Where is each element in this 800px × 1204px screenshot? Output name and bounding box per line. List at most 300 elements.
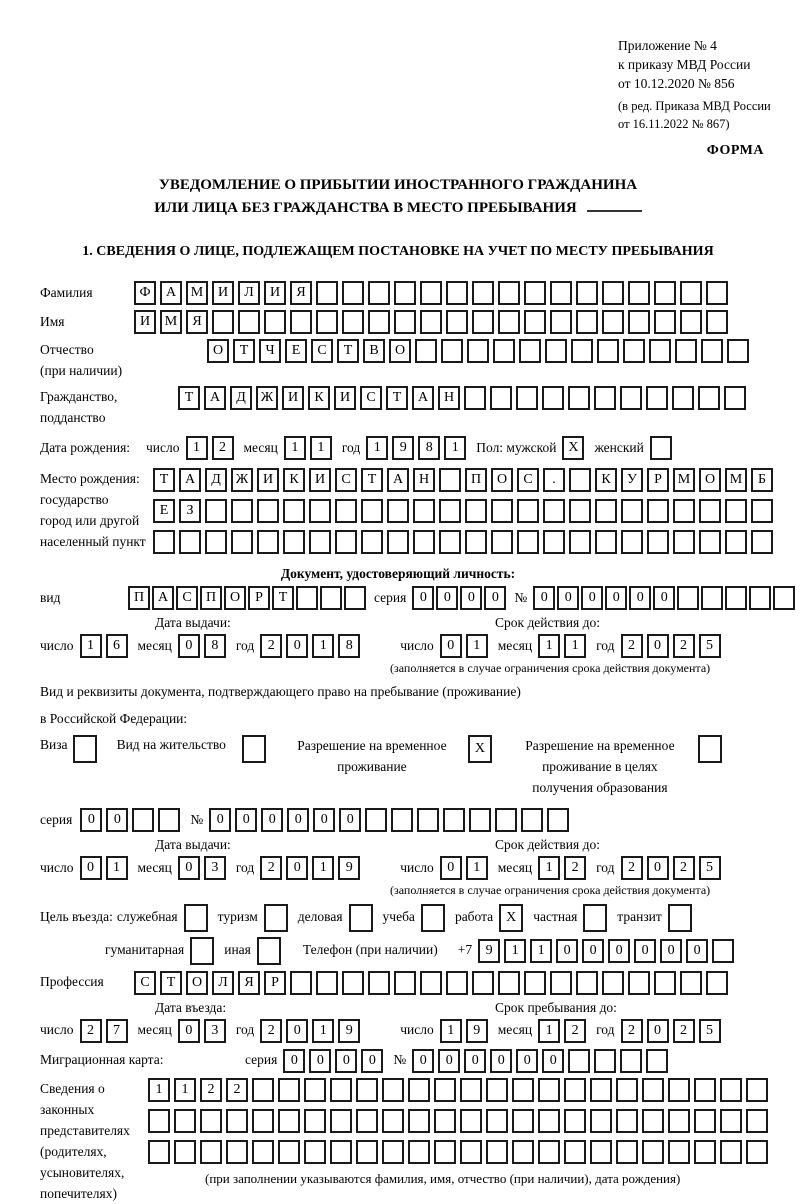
form-cell[interactable] <box>746 1109 768 1133</box>
form-cell[interactable] <box>278 1109 300 1133</box>
form-cell[interactable]: З <box>179 499 201 523</box>
form-cell[interactable] <box>642 1140 664 1164</box>
form-cell[interactable] <box>491 499 513 523</box>
form-cell[interactable] <box>387 499 409 523</box>
form-cell[interactable]: 1 <box>80 634 102 658</box>
form-cell[interactable] <box>434 1109 456 1133</box>
form-cell[interactable] <box>264 310 286 334</box>
form-cell[interactable] <box>290 310 312 334</box>
form-cell[interactable]: 0 <box>287 808 309 832</box>
form-cell[interactable] <box>394 281 416 305</box>
form-cell[interactable]: 1 <box>186 436 208 460</box>
form-cell[interactable]: Я <box>238 971 260 995</box>
form-cell[interactable] <box>495 808 517 832</box>
form-cell[interactable] <box>512 1140 534 1164</box>
form-cell[interactable]: Т <box>386 386 408 410</box>
form-cell[interactable] <box>365 808 387 832</box>
form-cell[interactable] <box>231 499 253 523</box>
form-cell[interactable] <box>621 530 643 554</box>
form-cell[interactable] <box>382 1140 404 1164</box>
form-cell[interactable]: 2 <box>212 436 234 460</box>
form-cell[interactable]: С <box>311 339 333 363</box>
form-cell[interactable] <box>368 281 390 305</box>
form-cell[interactable]: 0 <box>542 1049 564 1073</box>
form-cell[interactable] <box>569 530 591 554</box>
form-cell[interactable]: Т <box>160 971 182 995</box>
form-cell[interactable] <box>538 1078 560 1102</box>
form-cell[interactable] <box>394 971 416 995</box>
form-cell[interactable] <box>226 1140 248 1164</box>
form-cell[interactable] <box>672 386 694 410</box>
form-cell[interactable] <box>316 310 338 334</box>
form-cell[interactable] <box>594 1049 616 1073</box>
form-cell[interactable] <box>543 530 565 554</box>
form-cell[interactable] <box>564 1078 586 1102</box>
form-cell[interactable] <box>184 904 208 932</box>
form-cell[interactable]: 1 <box>444 436 466 460</box>
form-cell[interactable] <box>408 1078 430 1102</box>
form-cell[interactable]: 0 <box>653 586 675 610</box>
form-cell[interactable] <box>335 530 357 554</box>
form-cell[interactable]: 0 <box>178 1019 200 1043</box>
form-cell[interactable] <box>725 530 747 554</box>
form-cell[interactable] <box>408 1140 430 1164</box>
form-cell[interactable] <box>486 1140 508 1164</box>
form-cell[interactable] <box>628 281 650 305</box>
form-cell[interactable]: 2 <box>673 856 695 880</box>
form-cell[interactable] <box>278 1140 300 1164</box>
form-cell[interactable] <box>190 937 214 965</box>
form-cell[interactable] <box>568 1049 590 1073</box>
form-cell[interactable] <box>543 499 565 523</box>
form-cell[interactable]: 5 <box>699 856 721 880</box>
form-cell[interactable] <box>316 971 338 995</box>
form-cell[interactable] <box>320 586 342 610</box>
form-cell[interactable] <box>749 586 771 610</box>
form-cell[interactable] <box>316 281 338 305</box>
form-cell[interactable]: О <box>389 339 411 363</box>
form-cell[interactable] <box>361 499 383 523</box>
form-cell[interactable] <box>642 1109 664 1133</box>
form-cell[interactable]: Т <box>272 586 294 610</box>
form-cell[interactable] <box>441 339 463 363</box>
form-cell[interactable] <box>490 386 512 410</box>
form-cell[interactable]: 0 <box>106 808 128 832</box>
form-cell[interactable] <box>382 1109 404 1133</box>
form-cell[interactable] <box>512 1078 534 1102</box>
form-cell[interactable]: 2 <box>564 1019 586 1043</box>
form-cell[interactable] <box>394 310 416 334</box>
form-cell[interactable]: С <box>176 586 198 610</box>
form-cell[interactable]: М <box>673 468 695 492</box>
form-cell[interactable]: О <box>207 339 229 363</box>
form-cell[interactable] <box>278 1078 300 1102</box>
form-cell[interactable]: И <box>134 310 156 334</box>
form-cell[interactable]: А <box>160 281 182 305</box>
form-cell[interactable] <box>694 1109 716 1133</box>
form-cell[interactable] <box>174 1109 196 1133</box>
form-cell[interactable]: 5 <box>699 634 721 658</box>
form-cell[interactable] <box>264 904 288 932</box>
form-cell[interactable]: 1 <box>366 436 388 460</box>
form-cell[interactable]: 0 <box>608 939 630 963</box>
form-cell[interactable] <box>521 808 543 832</box>
form-cell[interactable] <box>545 339 567 363</box>
form-cell[interactable]: 0 <box>412 1049 434 1073</box>
form-cell[interactable] <box>538 1109 560 1133</box>
form-cell[interactable] <box>602 310 624 334</box>
form-cell[interactable] <box>668 1109 690 1133</box>
form-cell[interactable] <box>590 1109 612 1133</box>
form-cell[interactable] <box>342 310 364 334</box>
form-cell[interactable]: 8 <box>204 634 226 658</box>
form-cell[interactable] <box>550 971 572 995</box>
form-cell[interactable] <box>309 499 331 523</box>
form-cell[interactable] <box>391 808 413 832</box>
form-cell[interactable]: И <box>309 468 331 492</box>
form-cell[interactable]: 0 <box>464 1049 486 1073</box>
form-cell[interactable] <box>335 499 357 523</box>
form-cell[interactable]: О <box>491 468 513 492</box>
form-cell[interactable] <box>205 499 227 523</box>
form-cell[interactable] <box>538 1140 560 1164</box>
form-cell[interactable] <box>460 1109 482 1133</box>
form-cell[interactable]: Н <box>413 468 435 492</box>
form-cell[interactable] <box>706 971 728 995</box>
form-cell[interactable] <box>469 808 491 832</box>
form-cell[interactable] <box>725 586 747 610</box>
form-cell[interactable] <box>542 386 564 410</box>
form-cell[interactable]: 2 <box>673 634 695 658</box>
form-cell[interactable]: 3 <box>204 856 226 880</box>
form-cell[interactable]: 5 <box>699 1019 721 1043</box>
form-cell[interactable]: Л <box>212 971 234 995</box>
form-cell[interactable] <box>517 530 539 554</box>
form-cell[interactable]: М <box>160 310 182 334</box>
form-cell[interactable] <box>498 281 520 305</box>
form-cell[interactable]: 2 <box>260 1019 282 1043</box>
form-cell[interactable]: П <box>128 586 150 610</box>
form-cell[interactable] <box>342 281 364 305</box>
form-cell[interactable] <box>415 339 437 363</box>
form-cell[interactable] <box>550 310 572 334</box>
form-cell[interactable] <box>680 971 702 995</box>
form-cell[interactable] <box>550 281 572 305</box>
form-cell[interactable]: 0 <box>647 634 669 658</box>
form-cell[interactable] <box>467 339 489 363</box>
form-cell[interactable]: 0 <box>516 1049 538 1073</box>
form-cell[interactable]: 8 <box>418 436 440 460</box>
form-cell[interactable] <box>304 1140 326 1164</box>
form-cell[interactable] <box>727 339 749 363</box>
form-cell[interactable] <box>650 436 672 460</box>
form-cell[interactable] <box>576 971 598 995</box>
form-cell[interactable]: 9 <box>466 1019 488 1043</box>
form-cell[interactable]: 0 <box>581 586 603 610</box>
form-cell[interactable]: 0 <box>309 1049 331 1073</box>
form-cell[interactable] <box>344 586 366 610</box>
form-cell[interactable] <box>413 530 435 554</box>
form-cell[interactable] <box>257 937 281 965</box>
form-cell[interactable] <box>680 281 702 305</box>
form-cell[interactable] <box>446 310 468 334</box>
form-cell[interactable]: А <box>204 386 226 410</box>
form-cell[interactable]: Л <box>238 281 260 305</box>
form-cell[interactable] <box>420 971 442 995</box>
form-cell[interactable] <box>568 386 590 410</box>
form-cell[interactable] <box>602 971 624 995</box>
form-cell[interactable]: Б <box>751 468 773 492</box>
form-cell[interactable] <box>491 530 513 554</box>
form-cell[interactable]: С <box>134 971 156 995</box>
form-cell[interactable] <box>205 530 227 554</box>
form-cell[interactable] <box>148 1109 170 1133</box>
form-cell[interactable] <box>132 808 154 832</box>
form-cell[interactable] <box>439 468 461 492</box>
form-cell[interactable] <box>698 735 722 763</box>
form-cell[interactable] <box>212 310 234 334</box>
form-cell[interactable] <box>252 1078 274 1102</box>
form-cell[interactable] <box>446 281 468 305</box>
form-cell[interactable] <box>620 1049 642 1073</box>
form-cell[interactable] <box>773 586 795 610</box>
form-cell[interactable]: В <box>363 339 385 363</box>
form-cell[interactable] <box>547 808 569 832</box>
form-cell[interactable] <box>200 1140 222 1164</box>
form-cell[interactable] <box>460 1140 482 1164</box>
form-cell[interactable] <box>387 530 409 554</box>
form-cell[interactable] <box>179 530 201 554</box>
form-cell[interactable]: 2 <box>621 634 643 658</box>
form-cell[interactable]: 8 <box>338 634 360 658</box>
form-cell[interactable]: Я <box>290 281 312 305</box>
form-cell[interactable] <box>569 468 591 492</box>
form-cell[interactable] <box>309 530 331 554</box>
form-cell[interactable]: О <box>699 468 721 492</box>
form-cell[interactable] <box>73 735 97 763</box>
form-cell[interactable]: 1 <box>312 1019 334 1043</box>
form-cell[interactable] <box>516 386 538 410</box>
form-cell[interactable]: 2 <box>200 1078 222 1102</box>
form-cell[interactable] <box>602 281 624 305</box>
form-cell[interactable] <box>493 339 515 363</box>
form-cell[interactable]: 0 <box>647 1019 669 1043</box>
form-cell[interactable]: 0 <box>286 634 308 658</box>
form-cell[interactable] <box>472 971 494 995</box>
form-cell[interactable]: X <box>468 735 492 763</box>
form-cell[interactable]: Т <box>153 468 175 492</box>
form-cell[interactable]: М <box>186 281 208 305</box>
form-cell[interactable]: 0 <box>460 586 482 610</box>
form-cell[interactable] <box>519 339 541 363</box>
form-cell[interactable]: X <box>562 436 584 460</box>
form-cell[interactable] <box>252 1109 274 1133</box>
form-cell[interactable]: 0 <box>582 939 604 963</box>
form-cell[interactable] <box>200 1109 222 1133</box>
form-cell[interactable]: 1 <box>530 939 552 963</box>
form-cell[interactable]: 9 <box>338 1019 360 1043</box>
form-cell[interactable] <box>751 499 773 523</box>
form-cell[interactable]: Р <box>264 971 286 995</box>
form-cell[interactable] <box>524 281 546 305</box>
form-cell[interactable] <box>420 281 442 305</box>
form-cell[interactable] <box>498 310 520 334</box>
form-cell[interactable] <box>594 386 616 410</box>
form-cell[interactable]: 1 <box>148 1078 170 1102</box>
form-cell[interactable]: 0 <box>286 856 308 880</box>
form-cell[interactable] <box>382 1078 404 1102</box>
form-cell[interactable]: 0 <box>660 939 682 963</box>
form-cell[interactable] <box>304 1109 326 1133</box>
form-cell[interactable]: 1 <box>174 1078 196 1102</box>
form-cell[interactable] <box>512 1109 534 1133</box>
form-cell[interactable]: О <box>186 971 208 995</box>
form-cell[interactable]: И <box>212 281 234 305</box>
form-cell[interactable] <box>646 1049 668 1073</box>
form-cell[interactable] <box>673 530 695 554</box>
form-cell[interactable]: О <box>224 586 246 610</box>
form-cell[interactable] <box>517 499 539 523</box>
form-cell[interactable] <box>465 499 487 523</box>
form-cell[interactable] <box>464 386 486 410</box>
form-cell[interactable]: 1 <box>440 1019 462 1043</box>
form-cell[interactable]: С <box>360 386 382 410</box>
form-cell[interactable] <box>595 530 617 554</box>
form-cell[interactable] <box>628 971 650 995</box>
form-cell[interactable] <box>647 499 669 523</box>
form-cell[interactable] <box>290 971 312 995</box>
form-cell[interactable]: 9 <box>478 939 500 963</box>
form-cell[interactable]: 0 <box>440 856 462 880</box>
form-cell[interactable]: М <box>725 468 747 492</box>
form-cell[interactable]: 0 <box>533 586 555 610</box>
form-cell[interactable]: 0 <box>209 808 231 832</box>
form-cell[interactable] <box>694 1078 716 1102</box>
form-cell[interactable]: Ф <box>134 281 156 305</box>
form-cell[interactable] <box>616 1140 638 1164</box>
form-cell[interactable] <box>751 530 773 554</box>
form-cell[interactable]: 1 <box>538 1019 560 1043</box>
form-cell[interactable]: 0 <box>80 856 102 880</box>
form-cell[interactable] <box>616 1078 638 1102</box>
form-cell[interactable] <box>628 310 650 334</box>
form-cell[interactable]: Т <box>178 386 200 410</box>
form-cell[interactable] <box>620 386 642 410</box>
form-cell[interactable] <box>590 1140 612 1164</box>
form-cell[interactable] <box>368 971 390 995</box>
form-cell[interactable]: 3 <box>204 1019 226 1043</box>
form-cell[interactable]: П <box>465 468 487 492</box>
form-cell[interactable]: Т <box>361 468 383 492</box>
form-cell[interactable] <box>668 1078 690 1102</box>
form-cell[interactable]: 0 <box>556 939 578 963</box>
form-cell[interactable] <box>654 971 676 995</box>
form-cell[interactable]: 0 <box>436 586 458 610</box>
form-cell[interactable]: 1 <box>312 634 334 658</box>
form-cell[interactable]: 0 <box>339 808 361 832</box>
form-cell[interactable]: К <box>283 468 305 492</box>
form-cell[interactable]: Е <box>153 499 175 523</box>
form-cell[interactable]: И <box>282 386 304 410</box>
form-cell[interactable] <box>654 281 676 305</box>
form-cell[interactable]: 2 <box>673 1019 695 1043</box>
form-cell[interactable]: С <box>335 468 357 492</box>
form-cell[interactable]: 0 <box>412 586 434 610</box>
form-cell[interactable] <box>569 499 591 523</box>
form-cell[interactable]: 0 <box>438 1049 460 1073</box>
form-cell[interactable] <box>257 499 279 523</box>
form-cell[interactable] <box>498 971 520 995</box>
form-cell[interactable]: 1 <box>106 856 128 880</box>
form-cell[interactable]: 7 <box>106 1019 128 1043</box>
form-cell[interactable]: 0 <box>178 856 200 880</box>
form-cell[interactable]: 0 <box>283 1049 305 1073</box>
form-cell[interactable] <box>153 530 175 554</box>
form-cell[interactable] <box>699 499 721 523</box>
form-cell[interactable] <box>413 499 435 523</box>
form-cell[interactable] <box>668 904 692 932</box>
form-cell[interactable] <box>597 339 619 363</box>
form-cell[interactable]: 2 <box>226 1078 248 1102</box>
form-cell[interactable]: 1 <box>284 436 306 460</box>
form-cell[interactable] <box>283 530 305 554</box>
form-cell[interactable]: Ч <box>259 339 281 363</box>
form-cell[interactable] <box>408 1109 430 1133</box>
form-cell[interactable]: 2 <box>621 1019 643 1043</box>
form-cell[interactable] <box>330 1140 352 1164</box>
form-cell[interactable]: 0 <box>484 586 506 610</box>
form-cell[interactable] <box>595 499 617 523</box>
form-cell[interactable]: И <box>257 468 279 492</box>
form-cell[interactable]: Е <box>285 339 307 363</box>
form-cell[interactable] <box>649 339 671 363</box>
form-cell[interactable] <box>420 310 442 334</box>
form-cell[interactable]: 1 <box>538 856 560 880</box>
form-cell[interactable] <box>342 971 364 995</box>
form-cell[interactable] <box>746 1078 768 1102</box>
form-cell[interactable]: Д <box>230 386 252 410</box>
form-cell[interactable] <box>675 339 697 363</box>
form-cell[interactable]: X <box>499 904 523 932</box>
form-cell[interactable] <box>443 808 465 832</box>
form-cell[interactable] <box>623 339 645 363</box>
form-cell[interactable]: Ж <box>256 386 278 410</box>
form-cell[interactable] <box>621 499 643 523</box>
form-cell[interactable] <box>720 1140 742 1164</box>
form-cell[interactable] <box>576 281 598 305</box>
form-cell[interactable]: 1 <box>312 856 334 880</box>
form-cell[interactable] <box>694 1140 716 1164</box>
form-cell[interactable] <box>472 281 494 305</box>
form-cell[interactable] <box>642 1078 664 1102</box>
form-cell[interactable]: 0 <box>80 808 102 832</box>
form-cell[interactable]: . <box>543 468 565 492</box>
form-cell[interactable]: А <box>387 468 409 492</box>
form-cell[interactable]: 0 <box>313 808 335 832</box>
form-cell[interactable] <box>361 530 383 554</box>
form-cell[interactable]: 0 <box>335 1049 357 1073</box>
form-cell[interactable]: Я <box>186 310 208 334</box>
form-cell[interactable]: 0 <box>605 586 627 610</box>
form-cell[interactable] <box>252 1140 274 1164</box>
form-cell[interactable] <box>472 310 494 334</box>
form-cell[interactable] <box>439 499 461 523</box>
form-cell[interactable] <box>701 339 723 363</box>
form-cell[interactable]: 2 <box>621 856 643 880</box>
form-cell[interactable]: 1 <box>564 634 586 658</box>
form-cell[interactable] <box>616 1109 638 1133</box>
form-cell[interactable] <box>148 1140 170 1164</box>
